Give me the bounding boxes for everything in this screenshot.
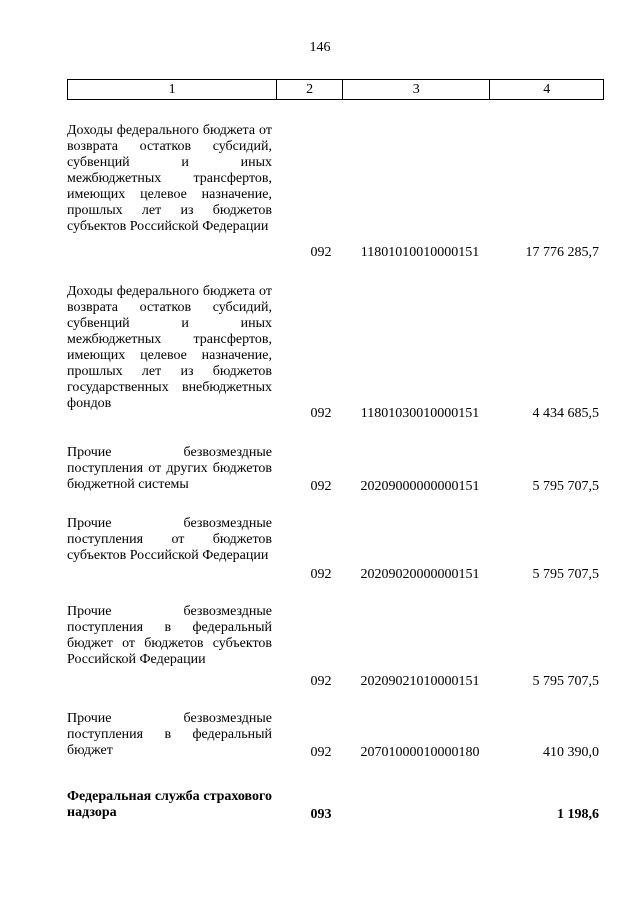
row-code: 093 bbox=[310, 807, 332, 822]
row-kbk: 11801030010000151 bbox=[360, 406, 480, 421]
row-description: Доходы федерального бюджета от возврата остатков субсидий, субвенций и иных межбюджетных трансфертов, имеющих целевое назначение, прошлых лет из бюджетов субъектов Российской Федерации bbox=[67, 123, 272, 234]
row-code: 092 bbox=[310, 745, 332, 760]
row-amount: 17 776 285,7 bbox=[525, 245, 599, 260]
row-amount: 5 795 707,5 bbox=[532, 674, 599, 689]
row-amount: 5 795 707,5 bbox=[532, 479, 599, 494]
row-code: 092 bbox=[310, 406, 332, 421]
page-number: 146 bbox=[309, 40, 331, 55]
row-kbk: 20209020000000151 bbox=[360, 567, 480, 582]
row-kbk: 11801010010000151 bbox=[360, 245, 480, 260]
row-description: Прочие безвозмездные поступления в федеральный бюджет bbox=[67, 711, 272, 758]
row-kbk: 20209000000000151 bbox=[360, 479, 480, 494]
row-description: Прочие безвозмездные поступления от бюджетов субъектов Российской Федерации bbox=[67, 516, 272, 563]
column-header-1: 1 bbox=[68, 80, 277, 99]
row-description: Федеральная служба страхового надзора bbox=[67, 789, 272, 820]
row-kbk: 20209021010000151 bbox=[360, 674, 480, 689]
row-kbk: 20701000010000180 bbox=[360, 745, 480, 760]
row-code: 092 bbox=[310, 479, 332, 494]
column-header-2: 2 bbox=[277, 80, 343, 99]
column-header-row bbox=[67, 79, 604, 100]
row-description: Доходы федерального бюджета от возврата остатков субсидий, субвенций и иных межбюджетных трансфертов, имеющих целевое назначение, прошлых лет из бюджетов государственных внебюджетных фондов bbox=[67, 284, 272, 411]
row-description: Прочие безвозмездные поступления от других бюджетов бюджетной системы bbox=[67, 445, 272, 492]
row-amount: 1 198,6 bbox=[557, 807, 599, 822]
row-code: 092 bbox=[310, 674, 332, 689]
row-description: Прочие безвозмездные поступления в федеральный бюджет от бюджетов субъектов Российской Федерации bbox=[67, 604, 272, 667]
row-amount: 4 434 685,5 bbox=[532, 406, 599, 421]
column-header-4: 4 bbox=[543, 81, 551, 97]
column-header-3: 3 bbox=[343, 80, 490, 99]
row-amount: 410 390,0 bbox=[543, 745, 599, 760]
row-code: 092 bbox=[310, 567, 332, 582]
row-amount: 5 795 707,5 bbox=[532, 567, 599, 582]
row-code: 092 bbox=[310, 245, 332, 260]
